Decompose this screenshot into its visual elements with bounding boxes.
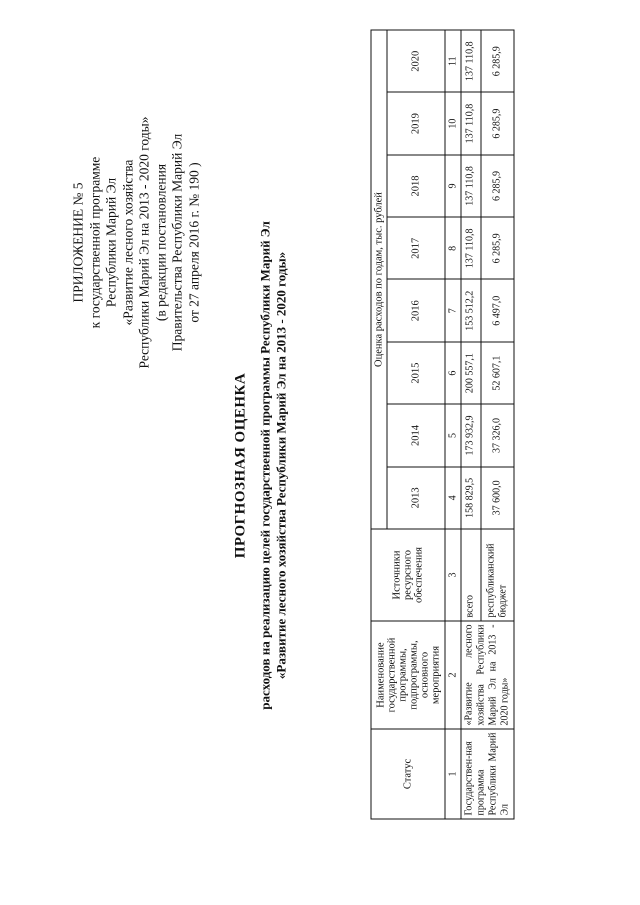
column-number: 4 xyxy=(445,466,461,528)
value-cell: 153 512,2 xyxy=(461,279,481,341)
column-number: 6 xyxy=(445,341,461,403)
header-year: 2020 xyxy=(387,30,445,92)
document-subtitle-2: «Развитие лесного хозяйства Республики Марий Эл на 2013 - 2020 годы» xyxy=(273,251,288,679)
appendix-line: (в редакции постановления xyxy=(152,163,168,321)
appendix-line: ПРИЛОЖЕНИЕ № 5 xyxy=(70,181,85,303)
document-heading xyxy=(232,175,289,755)
appendix-line: к государственной программе xyxy=(86,156,102,328)
appendix-block xyxy=(70,57,202,427)
header-estimate: Оценка расходов по годам, тыс. рублей xyxy=(371,30,387,529)
header-sources: Источники ресурсного обеспечения xyxy=(371,529,445,621)
column-numbers-row xyxy=(445,30,461,819)
header-status: Статус xyxy=(371,729,445,819)
column-number: 11 xyxy=(445,30,461,92)
header-year: 2014 xyxy=(387,404,445,466)
value-cell: 137 110,8 xyxy=(461,92,481,154)
document-subtitle-1: расходов на реализацию целей государственной программы Республики Марий Эл xyxy=(257,220,272,710)
source-cell: всего xyxy=(461,529,481,621)
header-year: 2015 xyxy=(387,341,445,403)
column-number: 5 xyxy=(445,404,461,466)
column-number: 9 xyxy=(445,154,461,216)
value-cell: 137 110,8 xyxy=(461,30,481,92)
table-row xyxy=(461,30,481,819)
value-cell: 137 110,8 xyxy=(461,154,481,216)
value-cell: 6 285,9 xyxy=(480,92,513,154)
status-cell: Государствен-ная программа Республики Марий Эл xyxy=(461,729,514,819)
value-cell: 37 326,0 xyxy=(480,404,513,466)
header-year: 2018 xyxy=(387,154,445,216)
expenditure-table xyxy=(370,29,514,819)
value-cell: 173 932,9 xyxy=(461,404,481,466)
value-cell: 6 285,9 xyxy=(480,217,513,279)
column-number: 1 xyxy=(445,729,461,819)
value-cell: 6 285,9 xyxy=(480,30,513,92)
column-number: 2 xyxy=(445,621,461,729)
value-cell: 6 285,9 xyxy=(480,154,513,216)
value-cell: 158 829,5 xyxy=(461,466,481,528)
source-cell: республиканский бюджет xyxy=(480,529,513,621)
appendix-line: Правительства Республики Марий Эл xyxy=(169,133,184,351)
value-cell: 6 497,0 xyxy=(480,279,513,341)
column-number: 3 xyxy=(445,529,461,621)
value-cell: 52 607,1 xyxy=(480,341,513,403)
appendix-line: от 27 апреля 2016 г. № 190 ) xyxy=(185,161,201,323)
header-year: 2019 xyxy=(387,92,445,154)
appendix-line: Республики Марий Эл xyxy=(103,177,118,307)
column-number: 10 xyxy=(445,92,461,154)
appendix-line: Республики Марий Эл на 2013 - 2020 годы» xyxy=(136,116,151,368)
appendix-line: «Развитие лесного хозяйства xyxy=(119,159,135,325)
value-cell: 37 600,0 xyxy=(480,466,513,528)
header-row xyxy=(371,30,387,819)
header-year: 2016 xyxy=(387,279,445,341)
header-year: 2013 xyxy=(387,466,445,528)
column-number: 8 xyxy=(445,217,461,279)
value-cell: 200 557,1 xyxy=(461,341,481,403)
document-title: ПРОГНОЗНАЯ ОЦЕНКА xyxy=(232,372,248,558)
value-cell: 137 110,8 xyxy=(461,217,481,279)
program-name-cell: «Развитие лесного хозяйства Республики Марий Эл на 2013 - 2020 годы» xyxy=(461,621,514,729)
column-number: 7 xyxy=(445,279,461,341)
header-program-name: Наименование государственной программы, подпрограммы, основного мероприятия xyxy=(371,621,445,729)
header-year: 2017 xyxy=(387,217,445,279)
